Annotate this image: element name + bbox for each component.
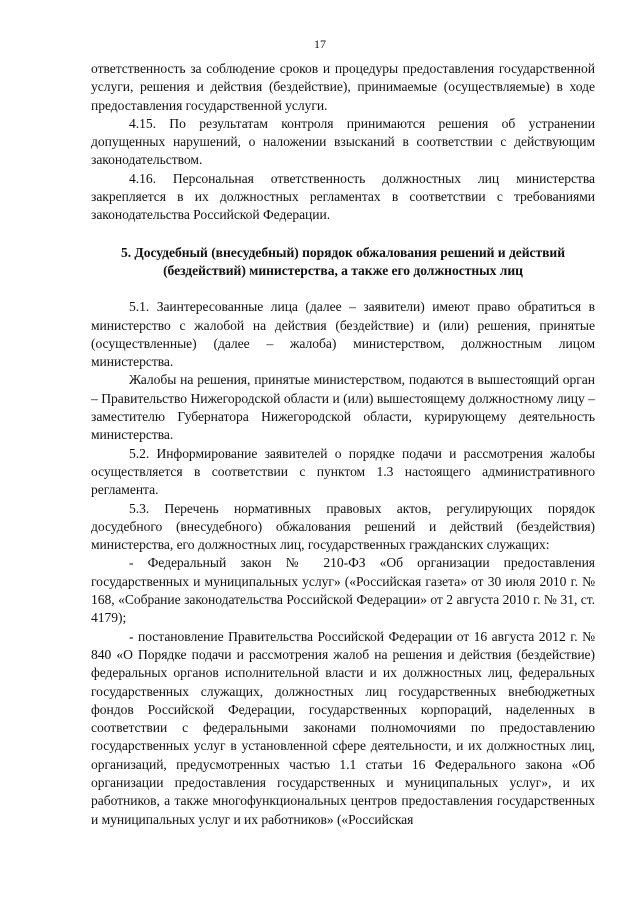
document-body [91,60,595,829]
paragraph: 4.15. По результатам контроля принимаются решения об устранении допущенных нарушений, о наложении взысканий в соответствии с действующим законодательством. [91,115,595,168]
list-item: - Федеральный закон № 210-ФЗ «Об организации предоставления государственных и муниципальных услуг» («Российская газета» от 30 июля 2010 г. № 168, «Собрание законодательства Российской Федерации» от 2 августа 2010 г. № 31, ст. 4179); [91,555,595,626]
paragraph: 5.2. Информирование заявителей о порядке подачи и рассмотрения жалобы осуществляется в соответствии с пунктом 1.3 настоящего административного регламента. [91,445,595,498]
paragraph: 4.16. Персональная ответственность должностных лиц министерства закрепляется в их должностных регламентах в соответствии с требованиями законодательства Российской Федерации. [91,170,595,223]
paragraph: ответственность за соблюдение сроков и процедуры предоставления государственной услуги, решения и действия (бездействие), принимаемые (осуществляемые) в ходе предоставления государственной услуги. [91,61,595,113]
paragraph: Жалобы на решения, принятые министерством, подаются в вышестоящий орган – Правительство Нижегородской области и (или) вышестоящему должностному лицу – заместителю Губернатора Нижегородской области, курирующему деятельность министерства. [91,372,595,443]
page-number: 17 [314,37,326,51]
section-heading: 5. Досудебный (внесудебный) порядок обжалования решений и действий (бездействий) министерства, а также его должностных лиц [120,244,566,278]
list-item: - постановление Правительства Российской Федерации от 16 августа 2012 г. № 840 «О Порядке подачи и рассмотрения жалоб на решения и действия (бездействие) федеральных органов исполнительной власти и их должностных лиц, федеральных государственных служащих, должностных лиц государственных внебюджетных фондов Российской Федерации, государственных корпораций, наделенных в соответствии с федеральными законами полномочиями по предоставлению государственных услуг в установленной сфере деятельности, и их должностных лиц, организаций, предусмотренных частью 1.1 статьи 16 Федерального закона «Об организации предоставления государственных и муниципальных услуг», и их работников, а также многофункциональных центров предоставления государственных и муниципальных услуг и их работников» («Российская [91,628,595,827]
paragraph: 5.3. Перечень нормативных правовых актов, регулирующих порядок досудебного (внесудебного) обжалования решений и действий (бездействия) министерства, его должностных лиц, государственных гражданских служащих: [91,500,595,553]
paragraph: 5.1. Заинтересованные лица (далее – заявители) имеют право обратиться в министерство с жалобой на действия (бездействие) и (или) решения, принятые (осуществленные) (далее – жалоба) министерством, должностным лицом министерства. [91,299,595,370]
